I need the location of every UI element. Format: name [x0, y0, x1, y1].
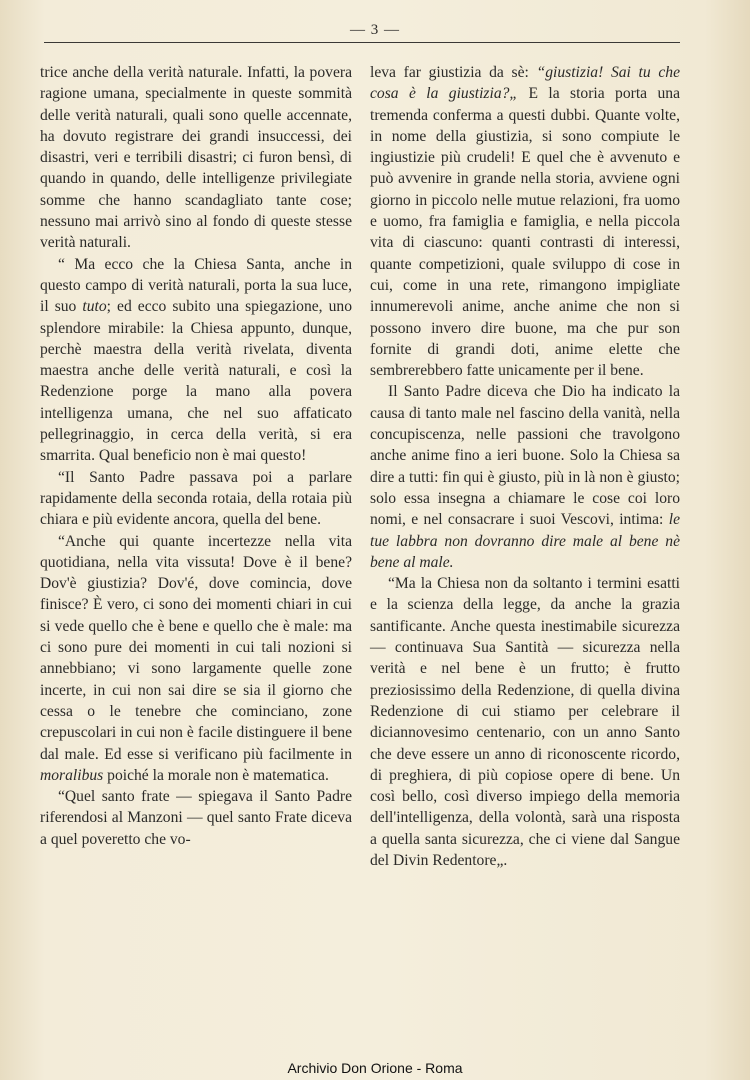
paragraph: “Ma la Chiesa non da soltanto i termini esatti e la scienza della legge, da anche la grazia santificante. Anche questa inestimabile sicurezza — continuava Sua Santità — sicurezza nella verità e nel bene è un frutto; è frutto preziosissimo della Redenzione, di quella divina Redenzione di cui stiamo per celebrare il diciannovesimo centenario, con un anno Santo che deve essere un anno di riconoscente ricordo, di preghiera, di più copiose opere di bene. Un così bello, così diverso impiego della memoria dell'intelligenza, della volontà, sarà una risposta a quella santa sicurezza, che ci viene dal Sangue del Divin Redentore„.	[370, 575, 680, 869]
left-column	[40, 62, 352, 850]
right-column	[370, 62, 680, 871]
paragraph: trice anche della verità naturale. Infatti, la povera ragione umana, specialmente in queste sommità delle verità naturali, quali sono quelle accennate, ha dovuto registrare dei grandi insuccessi, dei disastri, veri e terribili disastri; ci furon bensì, di quando in quando, delle intelligenze privilegiate somme che hanno scandagliato tante cose; nessuno mai arrivò sino al fondo di queste stesse verità naturali.	[40, 64, 352, 252]
page-number: — 3 —	[350, 22, 400, 38]
paragraph: “Anche qui quante incertezze nella vita quotidiana, nella vita vissuta! Dove è il bene? Dov'è giustizia? Dov'é, dove comincia, dove finisce? È vero, ci sono dei momenti chiari in cui si vede quello che è bene e quello che è male: ma ci sono pure dei momenti in cui tali nozioni si annebbiano; vi sono largamente quelle zone incerte, in cui non sai dire se sia il giorno che cessa o le tenebre che cominciano, zone crepuscolari in cui non è facile distinguere il bene dal male. Ed esse si verificano più facilmente in moralibus poiché la morale non è matematica.	[40, 532, 352, 784]
paragraph: leva far giustizia da sè: “giustizia! Sai tu che cosa è la giustizia?„ E la storia porta una tremenda conferma a questi dubbi. Quante volte, in nome della giustizia, si sono compiute le ingiustizie più crudeli! E quel che è avvenuto e può avvenire in grande nella storia, avviene ogni giorno in piccolo nelle mutue relazioni, fra uomo e uomo, fra famiglia e famiglia, e nella piccola vita di ciascuno: quanti contrasti di interessi, quante competizioni, quale sviluppo di cose in cui, come in una rete, rimangono impigliate innumerevoli anime, anche anime che non si possono invero dire buone, ma che pur son fornite di grandi doti, anime elette che sembrerebbero fatte unicamente per il bene.	[370, 64, 680, 380]
paragraph: “ Ma ecco che la Chiesa Santa, anche in questo campo di verità naturali, porta la sua luce, il suo tuto; ed ecco subito una spiegazione, uno splendore mirabile: la Chiesa appunto, dunque, perchè maestra della verità rivelata, diventa maestra anche delle verità naturali, e così la Redenzione porge la mano alla povera intelligenza umana, che nel suo affaticato pellegrinaggio, in cerca della verità, si era smarrita. Qual beneficio non è mai questo!	[40, 255, 352, 465]
header-rule	[44, 42, 680, 43]
paragraph: “Il Santo Padre passava poi a parlare rapidamente della seconda rotaia, della rotaia più chiara e più evidente ancora, quella del bene.	[40, 468, 352, 529]
paragraph: Il Santo Padre diceva che Dio ha indicato la causa di tanto male nel fascino della vanità, nella concupiscenza, nelle passioni che travolgono anche anime fino a ieri buone. Solo la Chiesa sa dire a tutti: fin qui è giusto, più in là non è giusto; solo essa insegna a chiamare le cose coi loro nomi, e nel consacrare i suoi Vescovi, intima: le tue labbra non dovranno dire male al bene nè bene al male.	[370, 383, 680, 571]
archive-footer: Archivio Don Orione - Roma	[287, 1060, 463, 1076]
paragraph: “Quel santo frate — spiegava il Santo Padre riferendosi al Manzoni — quel santo Frate diceva a quel poveretto che vo-	[40, 788, 352, 848]
